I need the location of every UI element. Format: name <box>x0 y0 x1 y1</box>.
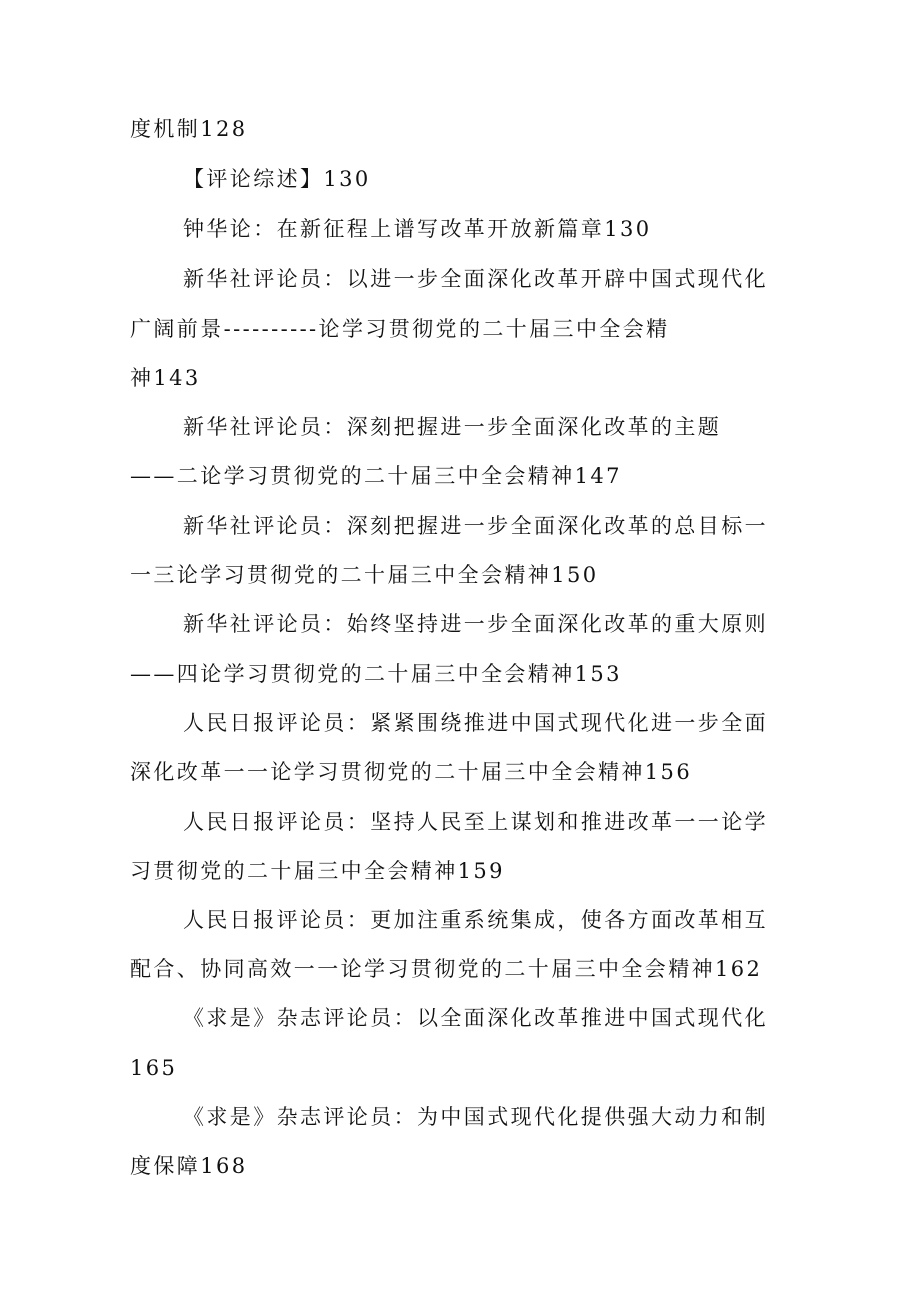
toc-section-heading: 【评论综述】130 <box>183 167 371 191</box>
toc-line-1: 度机制128 <box>130 117 248 141</box>
toc-line-22: 度保障168 <box>130 1154 248 1178</box>
toc-line-21: 《求是》杂志评论员：为中国式现代化提供强大动力和制 <box>183 1105 768 1129</box>
toc-line-6: 神143 <box>130 366 201 390</box>
toc-line-10: 一三论学习贯彻党的二十届三中全会精神150 <box>130 563 599 587</box>
toc-line-3: 钟华论：在新征程上谱写改革开放新篇章130 <box>183 217 652 241</box>
toc-line-12: ——四论学习贯彻党的二十届三中全会精神153 <box>130 662 622 686</box>
toc-line-4: 新华社评论员：以进一步全面深化改革开辟中国式现代化 <box>183 267 768 291</box>
toc-line-9: 新华社评论员：深刻把握进一步全面深化改革的总目标一 <box>183 514 768 538</box>
toc-line-8: ——二论学习贯彻党的二十届三中全会精神147 <box>130 464 622 488</box>
toc-line-15: 人民日报评论员：坚持人民至上谋划和推进改革一一论学 <box>183 810 768 834</box>
toc-line-20: 165 <box>130 1056 178 1080</box>
toc-line-11: 新华社评论员：始终坚持进一步全面深化改革的重大原则 <box>183 612 768 636</box>
toc-line-19: 《求是》杂志评论员：以全面深化改革推进中国式现代化 <box>183 1006 768 1030</box>
toc-line-7: 新华社评论员：深刻把握进一步全面深化改革的主题 <box>183 415 722 439</box>
toc-line-17: 人民日报评论员：更加注重系统集成，使各方面改革相互 <box>183 908 768 932</box>
toc-line-5: 广阔前景----------论学习贯彻党的二十届三中全会精 <box>130 317 670 341</box>
toc-line-18: 配合、协同高效一一论学习贯彻党的二十届三中全会精神162 <box>130 957 763 981</box>
toc-line-13: 人民日报评论员：紧紧围绕推进中国式现代化进一步全面 <box>183 711 768 735</box>
toc-line-16: 习贯彻党的二十届三中全会精神159 <box>130 859 505 883</box>
toc-line-14: 深化改革一一论学习贯彻党的二十届三中全会精神156 <box>130 760 693 784</box>
